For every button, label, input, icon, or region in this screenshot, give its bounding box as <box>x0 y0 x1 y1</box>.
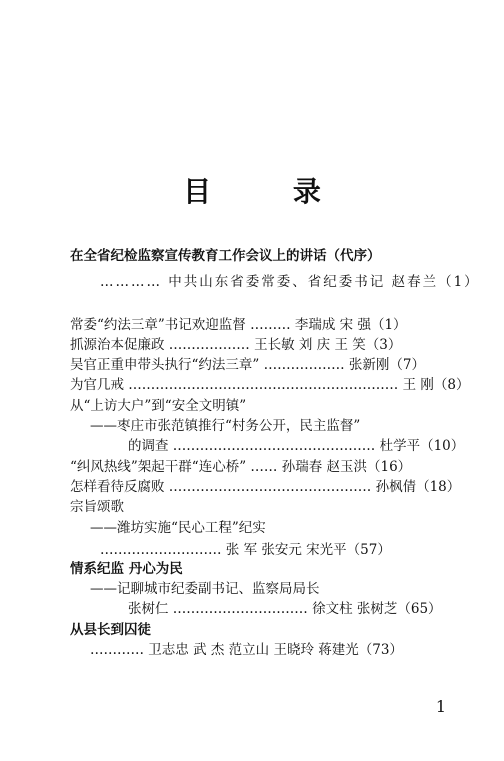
toc-entry: ………… 卫志忠 武 杰 范立山 王晓玲 蒋建光（73） <box>90 642 403 658</box>
toc-entry: 张树仁 ………………………… 徐文柱 张树芝（65） <box>128 601 442 617</box>
toc-entry: 从“上访大户”到“安全文明镇” <box>70 398 247 414</box>
toc-entry: 的调查 ……………………………………… 杜学平（10） <box>128 438 465 454</box>
toc-entry: 情系纪监 丹心为民 <box>70 561 183 577</box>
toc-entry: 抓源治本促廉政 ……………… 王长敏 刘 庆 王 笑（3） <box>70 337 402 353</box>
toc-entry: 吴官正重申带头执行“约法三章” ……………… 张新刚（7） <box>70 357 425 373</box>
page-number: 1 <box>435 697 446 716</box>
toc-entry: 为官几戒 …………………………………………………… 王 刚（8） <box>70 377 470 393</box>
toc-entry: ………… 中共山东省委常委、省纪委书记 赵春兰（1） <box>100 274 480 290</box>
toc-entry: “纠风热线”架起干群“连心桥” …… 孙瑞春 赵玉洪（16） <box>70 459 412 475</box>
toc-entry: ……………………… 张 军 张安元 宋光平（57） <box>100 542 391 558</box>
toc-entry: ——枣庄市张范镇推行“村务公开，民主监督” <box>90 418 361 434</box>
toc-entry: ——潍坊实施“民心工程”纪实 <box>90 520 266 536</box>
toc-entry: 怎样看待反腐败 ……………………………………… 孙枫倩（18） <box>70 479 461 495</box>
toc-entry: ——记聊城市纪委副书记、监察局局长 <box>90 581 320 597</box>
toc-entry: 宗旨颂歌 <box>70 499 124 515</box>
toc-entry: 从县长到囚徒 <box>70 622 151 638</box>
toc-entry: 常委“约法三章”书记欢迎监督 ……… 李瑞成 宋 强（1） <box>70 317 407 333</box>
toc-entry: 在全省纪检监察宣传教育工作会议上的讲话（代序） <box>70 248 381 264</box>
page-title: 目 录 <box>183 175 357 208</box>
